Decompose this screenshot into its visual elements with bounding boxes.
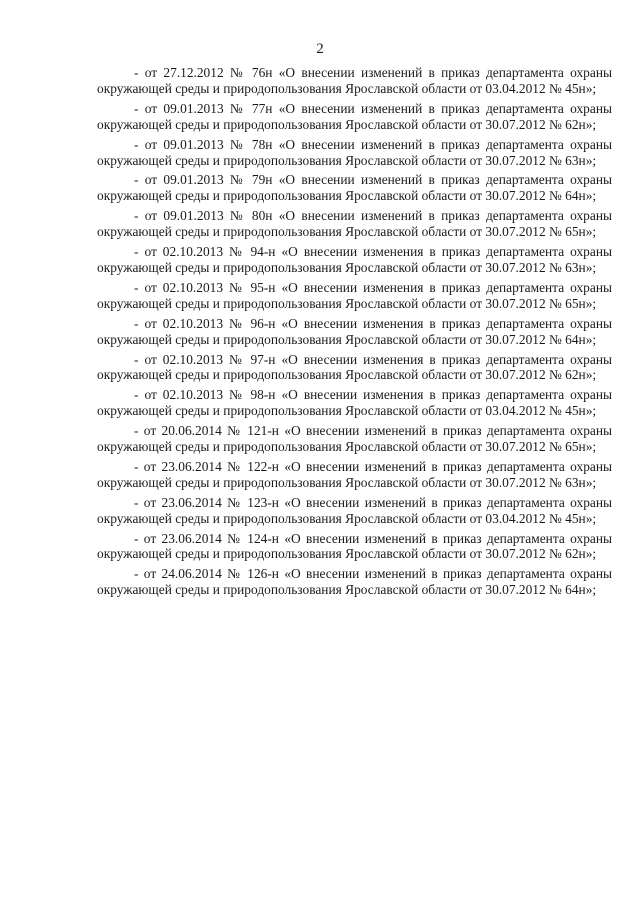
list-item: - от 02.10.2013 № 96-н «О внесении изменения в приказ департамента охраны окружающей среды и природопользования Ярославской области от 30.07.2012 № 64н»; (97, 315, 612, 347)
list-item: - от 09.01.2013 № 80н «О внесении изменений в приказ департамента охраны окружающей среды и природопользования Ярославской области от 30.07.2012 № 65н»; (97, 208, 612, 240)
list-item: - от 02.10.2013 № 94-н «О внесении изменения в приказ департамента охраны окружающей среды и природопользования Ярославской области от 30.07.2012 № 63н»; (97, 244, 612, 275)
list-item: - от 23.06.2014 № 124-н «О внесении изменений в приказ департамента охраны окружающей среды и природопользования Ярославской области от 30.07.2012 № 62н»; (97, 530, 612, 562)
list-item: - от 02.10.2013 № 98-н «О внесении изменения в приказ департамента охраны окружающей среды и природопользования Ярославской области от 03.04.2012 № 45н»; (97, 387, 612, 419)
list-item: - от 23.06.2014 № 123-н «О внесении изменений в приказ департамента охраны окружающей среды и природопользования Ярославской области от 03.04.2012 № 45н»; (97, 494, 612, 526)
page-number: 2 (316, 41, 324, 57)
list-item: - от 09.01.2013 № 78н «О внесении изменений в приказ департамента охраны окружающей среды и природопользования Ярославской области от 30.07.2012 № 63н»; (97, 136, 612, 168)
list-item: - от 20.06.2014 № 121-н «О внесении изменений в приказ департамента охраны окружающей среды и природопользования Ярославской области от 30.07.2012 № 65н»; (97, 423, 612, 455)
list-item: - от 23.06.2014 № 122-н «О внесении изменений в приказ департамента охраны окружающей среды и природопользования Ярославской области от 30.07.2012 № 63н»; (97, 458, 612, 490)
list-item: - от 02.10.2013 № 97-н «О внесении изменения в приказ департамента охраны окружающей среды и природопользования Ярославской области от 30.07.2012 № 62н»; (97, 351, 612, 383)
list-item: - от 09.01.2013 № 77н «О внесении изменений в приказ департамента охраны окружающей среды и природопользования Ярославской области от 30.07.2012 № 62н»; (97, 100, 612, 132)
list-item: - от 02.10.2013 № 95-н «О внесении изменения в приказ департамента охраны окружающей среды и природопользования Ярославской области от 30.07.2012 № 65н»; (97, 279, 612, 311)
list-item: - от 09.01.2013 № 79н «О внесении изменений в приказ департамента охраны окружающей среды и природопользования Ярославской области от 30.07.2012 № 64н»; (97, 172, 612, 204)
amendment-list (97, 65, 612, 598)
list-item: - от 27.12.2012 № 76н «О внесении изменений в приказ департамента охраны окружающей среды и природопользования Ярославской области от 03.04.2012 № 45н»; (97, 65, 612, 96)
list-item: - от 24.06.2014 № 126-н «О внесении изменений в приказ департамента охраны окружающей среды и природопользования Ярославской области от 30.07.2012 № 64н»; (97, 566, 612, 598)
